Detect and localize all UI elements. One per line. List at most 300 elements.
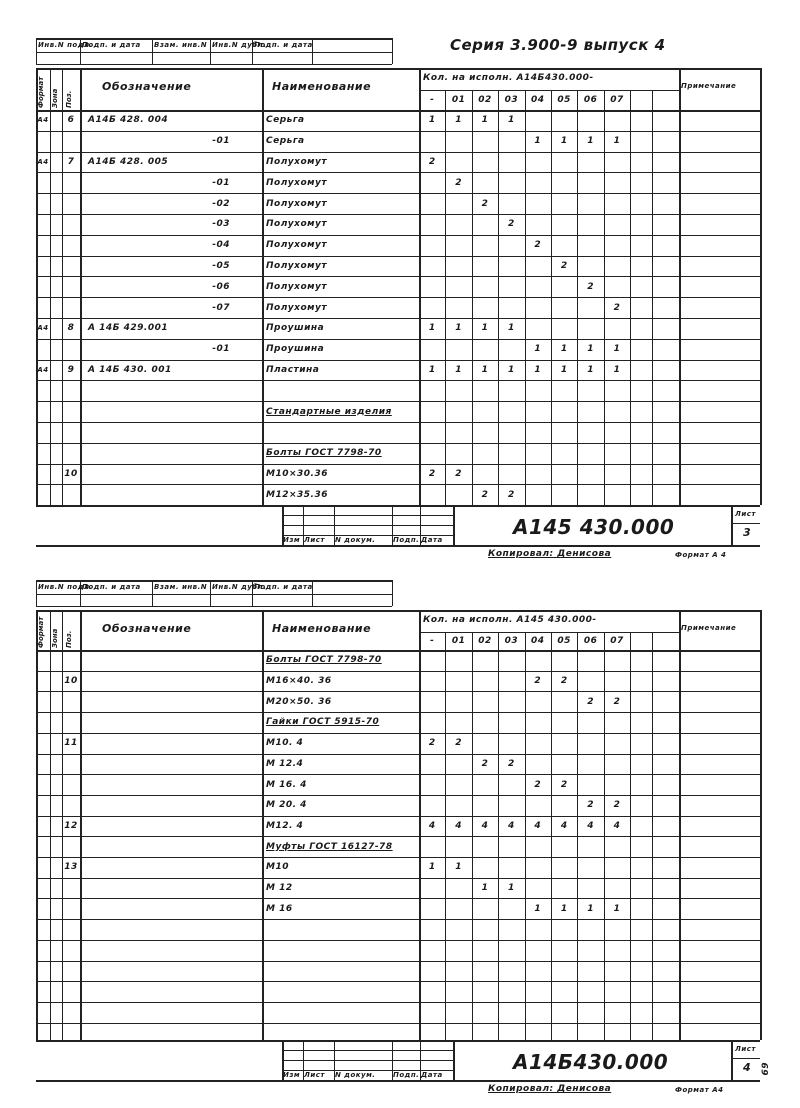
row-qty [551, 961, 577, 982]
row-qty [525, 919, 551, 940]
row-qty: 1 [534, 364, 542, 375]
row-qty: 2 [428, 156, 436, 167]
row-qty: 1 [613, 136, 621, 147]
series-title: Серия 3.900-9 выпуск 4 [450, 36, 666, 54]
row-qty [577, 733, 603, 754]
row-qty [498, 961, 524, 982]
row-qty [525, 1002, 551, 1023]
row-qty [577, 919, 603, 940]
rule-line [36, 610, 760, 612]
row-position [62, 878, 80, 899]
col-header-designation: Обозначение [102, 80, 192, 93]
row-designation [88, 650, 260, 671]
row-format: А4 [37, 365, 49, 374]
row-qty [472, 857, 498, 878]
title-col-label: Подп. [393, 1071, 420, 1079]
row-qty [472, 940, 498, 961]
col-header-version: 01 [451, 95, 466, 105]
row-qty [498, 857, 524, 878]
row-qty [419, 754, 445, 775]
row-format [36, 733, 50, 754]
row-position: 8 [67, 323, 75, 334]
row-qty: 2 [587, 800, 594, 811]
row-designation [88, 898, 260, 919]
row-position: 12 [64, 820, 78, 831]
row-format [36, 691, 50, 712]
col-header-version: 01 [451, 636, 466, 646]
rule-line [210, 580, 211, 606]
row-name: Гайки ГОСТ 5915-70 [266, 717, 380, 728]
row-qty [472, 795, 498, 816]
row-qty [604, 650, 630, 671]
row-qty: 1 [613, 364, 621, 375]
row-qty [551, 733, 577, 754]
row-qty: 1 [587, 364, 594, 375]
row-qty [604, 712, 630, 733]
row-qty: 2 [508, 758, 515, 769]
col-header-version: 02 [478, 636, 492, 646]
rule-line [679, 610, 681, 1040]
row-format [36, 816, 50, 837]
row-qty [577, 857, 603, 878]
row-qty: 2 [560, 260, 568, 271]
row-qty [498, 774, 524, 795]
row-format [36, 857, 50, 878]
col-header-name: Наименование [272, 622, 372, 635]
row-qty [604, 1002, 630, 1023]
row-position: 9 [67, 364, 75, 375]
row-qty [445, 961, 471, 982]
row-qty [445, 919, 471, 940]
row-qty [445, 878, 471, 899]
row-qty: 2 [508, 219, 515, 230]
row-qty [419, 691, 445, 712]
row-qty: 2 [455, 468, 462, 479]
row-qty [577, 940, 603, 961]
row-qty [445, 1002, 471, 1023]
row-qty: 1 [455, 364, 462, 375]
row-designation [88, 671, 260, 692]
row-qty [498, 981, 524, 1002]
row-qty [472, 898, 498, 919]
row-qty [472, 919, 498, 940]
row-name: Болты ГОСТ 7798-70 [266, 655, 382, 666]
row-qty: 2 [534, 779, 542, 790]
row-qty [551, 795, 577, 816]
row-qty [445, 898, 471, 919]
row-qty [419, 898, 445, 919]
page-mark: 69 [761, 1062, 771, 1076]
row-qty [445, 774, 471, 795]
row-qty [577, 671, 603, 692]
row-name: М10 [266, 862, 289, 873]
row-designation [88, 836, 260, 857]
col-header-version: 04 [531, 95, 545, 105]
row-designation [88, 691, 260, 712]
row-designation: -05 [212, 260, 230, 271]
row-format [36, 919, 50, 940]
row-qty [604, 857, 630, 878]
rule-line [50, 610, 51, 1040]
row-qty: 2 [587, 696, 594, 707]
row-qty: 2 [534, 676, 542, 687]
row-qty [419, 671, 445, 692]
rule-line [262, 610, 264, 1040]
row-name: М12. 4 [266, 820, 304, 831]
row-position: 10 [64, 468, 78, 479]
row-qty [445, 795, 471, 816]
row-name: Полухомут [266, 177, 328, 188]
row-qty [577, 878, 603, 899]
row-format [36, 671, 50, 692]
row-qty: 2 [428, 738, 436, 749]
row-qty [604, 836, 630, 857]
rule-line [731, 1040, 733, 1080]
stamp-header-cell: Подп. и дата [82, 41, 141, 49]
row-qty [472, 733, 498, 754]
row-qty [498, 712, 524, 733]
row-qty [498, 919, 524, 940]
row-qty: 1 [508, 364, 515, 375]
row-qty: 1 [613, 344, 621, 355]
row-name: М 20. 4 [266, 800, 307, 811]
row-qty [445, 981, 471, 1002]
row-qty [498, 733, 524, 754]
row-format [36, 774, 50, 795]
row-qty: 1 [560, 364, 568, 375]
row-position [62, 691, 80, 712]
row-qty: 1 [534, 136, 542, 147]
row-qty [577, 774, 603, 795]
rule-line [282, 1050, 453, 1051]
col-header-qty: Кол. на исполн. А14Б430.000- [423, 73, 594, 83]
row-qty: 2 [455, 738, 462, 749]
row-name: Серьга [266, 115, 305, 126]
row-name: М 12.4 [266, 758, 304, 769]
row-qty [525, 691, 551, 712]
row-designation: А 14Б 430. 001 [88, 364, 172, 375]
row-name [266, 961, 417, 982]
col-header-note: Примечание [681, 624, 737, 632]
col-header-designation: Обозначение [102, 622, 192, 635]
row-designation [88, 754, 260, 775]
title-col-label: Дата [421, 536, 443, 544]
row-qty [551, 981, 577, 1002]
row-name: Проушина [266, 344, 325, 355]
row-designation [88, 795, 260, 816]
row-format [36, 961, 50, 982]
row-qty [498, 691, 524, 712]
row-designation: А14Б 428. 005 [88, 156, 169, 167]
row-name [266, 919, 417, 940]
row-position [62, 774, 80, 795]
row-qty [604, 774, 630, 795]
row-designation: -06 [212, 281, 230, 292]
row-position [62, 981, 80, 1002]
row-qty: 1 [481, 364, 489, 375]
row-qty: 2 [534, 240, 542, 251]
row-qty: 1 [481, 883, 489, 894]
row-qty: 1 [587, 136, 594, 147]
row-qty [472, 981, 498, 1002]
stamp-header-cell: Инв.N подл. [38, 583, 93, 591]
row-qty [498, 1002, 524, 1023]
row-qty [472, 671, 498, 692]
row-qty [472, 961, 498, 982]
row-qty [445, 712, 471, 733]
row-position [62, 712, 80, 733]
row-qty [498, 940, 524, 961]
rule-line [152, 580, 153, 606]
row-qty: 2 [455, 177, 462, 188]
row-designation [88, 961, 260, 982]
stamp-header-cell: Подп. и дата [254, 41, 313, 49]
row-qty: 2 [613, 302, 621, 313]
copied-by: Копировал: Денисова [488, 549, 612, 559]
col-header-format: Формат [37, 616, 45, 648]
row-qty: 2 [481, 489, 489, 500]
row-qty [604, 878, 630, 899]
row-position [62, 940, 80, 961]
col-header-format: Формат [37, 76, 45, 108]
row-qty: 1 [587, 344, 594, 355]
row-designation: -02 [212, 198, 230, 209]
row-designation [88, 733, 260, 754]
col-header-version: 07 [610, 636, 624, 646]
row-name: М 16 [266, 903, 293, 914]
row-qty [551, 1002, 577, 1023]
row-name: М 16. 4 [266, 779, 307, 790]
sheet-label: Лист [735, 510, 756, 518]
row-qty: 2 [587, 281, 594, 292]
format-label: Формат А4 [675, 1086, 724, 1094]
row-designation [88, 816, 260, 837]
format-label: Формат А 4 [675, 551, 727, 559]
row-qty [472, 691, 498, 712]
col-header-pos: Поз. [65, 630, 73, 648]
row-qty [525, 857, 551, 878]
row-format [36, 650, 50, 671]
row-designation [88, 712, 260, 733]
row-designation: -07 [212, 302, 230, 313]
row-name: М12×35.36 [266, 489, 328, 500]
row-qty [604, 919, 630, 940]
stamp-header-cell: Инв.N дубл. [212, 41, 267, 49]
sheet-number: 3 [743, 526, 752, 539]
row-qty [551, 940, 577, 961]
row-qty: 2 [508, 489, 515, 500]
row-qty: 1 [481, 323, 489, 334]
row-designation: -03 [212, 219, 230, 230]
row-qty: 1 [508, 883, 515, 894]
row-qty [604, 961, 630, 982]
row-qty: 2 [560, 676, 568, 687]
row-qty: 1 [560, 344, 568, 355]
row-position [62, 961, 80, 982]
row-format: А4 [37, 324, 49, 333]
row-qty [577, 961, 603, 982]
row-name: Полухомут [266, 260, 328, 271]
row-format [36, 981, 50, 1002]
row-qty [604, 981, 630, 1002]
col-header-version: 07 [610, 95, 624, 105]
row-qty: 1 [455, 323, 462, 334]
row-designation [88, 878, 260, 899]
title-col-label: Лист [304, 536, 325, 544]
sheet-number: 4 [743, 1061, 752, 1074]
row-position [62, 650, 80, 671]
row-qty [551, 878, 577, 899]
stamp-header-cell: Взам. инв.N [154, 41, 208, 49]
row-qty [525, 733, 551, 754]
row-name: Муфты ГОСТ 16127-78 [266, 841, 393, 852]
row-designation: -01 [212, 136, 230, 147]
row-qty: 1 [587, 903, 594, 914]
row-format: А4 [37, 116, 49, 125]
row-name: М 12 [266, 883, 293, 894]
row-designation: А14Б 428. 004 [88, 115, 169, 126]
row-format [36, 1002, 50, 1023]
row-qty [577, 712, 603, 733]
row-qty: 1 [534, 903, 542, 914]
row-name: Полухомут [266, 281, 328, 292]
row-qty [498, 671, 524, 692]
rule-line [36, 1080, 760, 1082]
row-position [62, 919, 80, 940]
row-qty: 4 [508, 820, 515, 831]
row-name: Стандартные изделия [266, 406, 392, 417]
row-qty [525, 878, 551, 899]
col-header-version: - [430, 636, 435, 646]
row-qty [577, 650, 603, 671]
row-qty: 4 [560, 820, 568, 831]
row-qty: 2 [613, 696, 621, 707]
row-qty [445, 650, 471, 671]
row-name: М10×30.36 [266, 468, 328, 479]
row-qty: 1 [428, 364, 436, 375]
row-qty: 1 [481, 115, 489, 126]
rule-line [731, 1058, 760, 1059]
row-qty: 2 [613, 800, 621, 811]
row-qty [551, 919, 577, 940]
row-qty [472, 1002, 498, 1023]
row-qty: 1 [455, 862, 462, 873]
row-qty [551, 857, 577, 878]
row-qty [525, 981, 551, 1002]
row-qty [577, 1002, 603, 1023]
row-position [62, 836, 80, 857]
row-qty [525, 754, 551, 775]
row-qty [445, 836, 471, 857]
col-header-note: Примечание [681, 82, 737, 90]
rule-line [453, 1040, 454, 1080]
col-header-version: 06 [583, 95, 598, 105]
rule-line [760, 610, 762, 1040]
row-name: Полухомут [266, 219, 328, 230]
col-header-zone: Зона [51, 628, 59, 648]
row-designation [88, 919, 260, 940]
col-header-version: 05 [557, 95, 571, 105]
row-position [62, 795, 80, 816]
row-qty [419, 1002, 445, 1023]
row-qty [498, 650, 524, 671]
row-qty [551, 836, 577, 857]
row-name: Полухомут [266, 198, 328, 209]
stamp-header-cell: Инв.N подл. [38, 41, 93, 49]
row-position: 7 [67, 156, 75, 167]
row-qty [419, 650, 445, 671]
col-header-version: 04 [531, 636, 545, 646]
row-qty [472, 774, 498, 795]
row-designation: А 14Б 429.001 [88, 323, 169, 334]
row-format: А4 [37, 157, 49, 166]
col-header-version: 06 [583, 636, 598, 646]
col-header-qty: Кол. на исполн. А145 430.000- [423, 615, 597, 625]
rule-line [36, 1023, 760, 1024]
row-qty: 1 [613, 903, 621, 914]
rule-line [36, 594, 392, 595]
col-header-version: 03 [504, 636, 519, 646]
title-col-label: N докум. [335, 1071, 376, 1079]
row-qty: 1 [560, 903, 568, 914]
title-col-label: Изм [283, 1071, 301, 1079]
row-qty [419, 878, 445, 899]
row-qty [525, 940, 551, 961]
row-name: Полухомут [266, 240, 328, 251]
col-header-zone: Зона [51, 88, 59, 108]
rule-line [282, 1060, 453, 1061]
row-qty: 1 [560, 136, 568, 147]
rule-line [392, 580, 393, 606]
row-qty [604, 733, 630, 754]
row-designation: -01 [212, 344, 230, 355]
row-qty [577, 754, 603, 775]
row-qty: 1 [428, 323, 436, 334]
row-qty [551, 754, 577, 775]
row-name [266, 940, 417, 961]
row-designation [88, 1002, 260, 1023]
row-position: 6 [67, 115, 75, 126]
row-format [36, 898, 50, 919]
row-qty: 4 [587, 820, 594, 831]
row-qty [419, 981, 445, 1002]
row-position: 11 [64, 738, 78, 749]
title-col-label: Подп. [393, 536, 420, 544]
row-qty [551, 712, 577, 733]
col-header-name: Наименование [272, 80, 372, 93]
row-designation [88, 940, 260, 961]
row-qty [419, 712, 445, 733]
sheet-label: Лист [735, 1045, 756, 1053]
col-header-version: 02 [478, 95, 492, 105]
stamp-header-cell: Подп. и дата [82, 583, 141, 591]
row-name: М20×50. 36 [266, 696, 332, 707]
row-qty [498, 898, 524, 919]
row-format [36, 940, 50, 961]
row-position [62, 898, 80, 919]
row-qty: 4 [534, 820, 542, 831]
row-qty [525, 712, 551, 733]
row-format [36, 712, 50, 733]
row-qty [445, 754, 471, 775]
col-header-version: 03 [504, 95, 519, 105]
row-qty [419, 795, 445, 816]
row-qty [577, 836, 603, 857]
row-qty: 1 [428, 115, 436, 126]
title-col-label: Дата [421, 1071, 443, 1079]
row-name: М16×40. 36 [266, 676, 332, 687]
row-name [266, 1002, 417, 1023]
